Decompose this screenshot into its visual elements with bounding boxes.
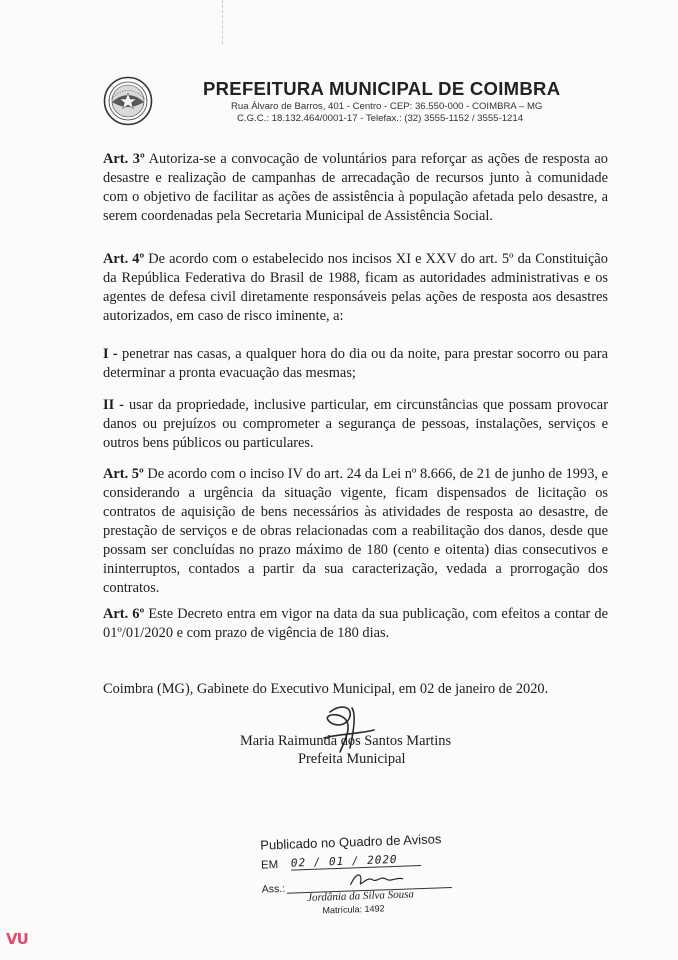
publication-stamp [250, 830, 472, 916]
header-registry: C.G.C.: 18.132.464/0001-17 - Telefax.: (32) 3555-1152 / 3555-1214 [237, 113, 524, 124]
article-label: Art. 5º [103, 466, 144, 482]
item-text: usar da propriedade, inclusive particular, em circunstâncias que possam provocar danos ou prejuízos ou comprometer a segurança de pessoas, instalações, serviços e outros bens públicos ou particulares. [103, 397, 608, 451]
article-4 [103, 250, 608, 326]
page-title: PREFEITURA MUNICIPAL DE COIMBRA [203, 78, 561, 99]
item-label: II - [103, 397, 124, 413]
article-text: Autoriza-se a convocação de voluntários para reforçar as ações de resposta ao desastre e realização de campanhas de arrecadação de recursos junto à comunidade com o objetivo de facilitar as ações de assistência à população afetada pelo desastre, a serem coordenadas pela Secretaria Municipal de Assistência Social. [103, 151, 609, 224]
item-text: penetrar nas casas, a qualquer hora do dia ou da noite, para prestar socorro ou para determinar a pronta evacuação das mesmas; [103, 346, 608, 381]
watermark-logo: VU [6, 930, 28, 948]
stamp-handwritten-signature [346, 867, 407, 891]
header-address: Rua Álvaro de Barros, 401 - Centro - CEP: 36.550-000 - COIMBRA – MG [231, 101, 543, 112]
article-text: De acordo com o inciso IV do art. 24 da Lei nº 8.666, de 21 de junho de 1993, e considerando a urgência da situação vigente, ficam dispensados de licitação os contratos de aquisição de bens necessários às atividades de resposta ao desastre, de prestação de serviços e de obras relacionadas com a reabilitação dos danos, desde que possam ser concluídas no prazo máximo de 180 (cento e oitenta) dias consecutivos e ininterruptos, contados a partir da sua caracterização, vedada a prorrogação dos contratos. [103, 466, 608, 596]
closing-place-date: Coimbra (MG), Gabinete do Executivo Municipal, em 02 de janeiro de 2020. [103, 681, 549, 697]
stamp-ass-label: Ass.: [261, 882, 286, 896]
stamp-registration: Matrícula: 1492 [322, 903, 385, 916]
signer-name: Maria Raimunda dos Santos Martins [240, 733, 452, 749]
article-5 [103, 465, 608, 598]
article-text: De acordo com o estabelecido nos incisos XI e XXV do art. 5º da Constituição da República Federativa do Brasil de 1988, ficam as autoridades administrativas e os agentes de defesa civil diretamente responsáveis pelas ações de resposta aos desastres autorizados, em caso de risco iminente, a: [103, 251, 608, 324]
article-4-item-ii [103, 396, 608, 453]
item-label: I - [103, 346, 118, 362]
municipal-seal-icon [103, 76, 153, 126]
fold-line [222, 0, 223, 44]
article-4-item-i [103, 345, 608, 383]
article-label: Art. 3º [103, 151, 145, 167]
article-6 [103, 605, 608, 643]
article-3 [103, 150, 608, 226]
stamp-date-handwritten: 02 / 01 / 2020 [291, 852, 421, 871]
article-label: Art. 6º [103, 606, 145, 622]
signer-role: Prefeita Municipal [298, 751, 406, 767]
stamp-em-label: EM [260, 859, 279, 872]
article-label: Art. 4º [103, 251, 145, 267]
stamp-title: Publicado no Quadro de Avisos [259, 831, 442, 853]
article-text: Este Decreto entra em vigor na data da sua publicação, com efeitos a contar de 01º/01/2020 e com prazo de vigência de 180 dias. [103, 606, 609, 641]
stamp-signer-name: Jordânia da Silva Sousa [306, 888, 415, 905]
